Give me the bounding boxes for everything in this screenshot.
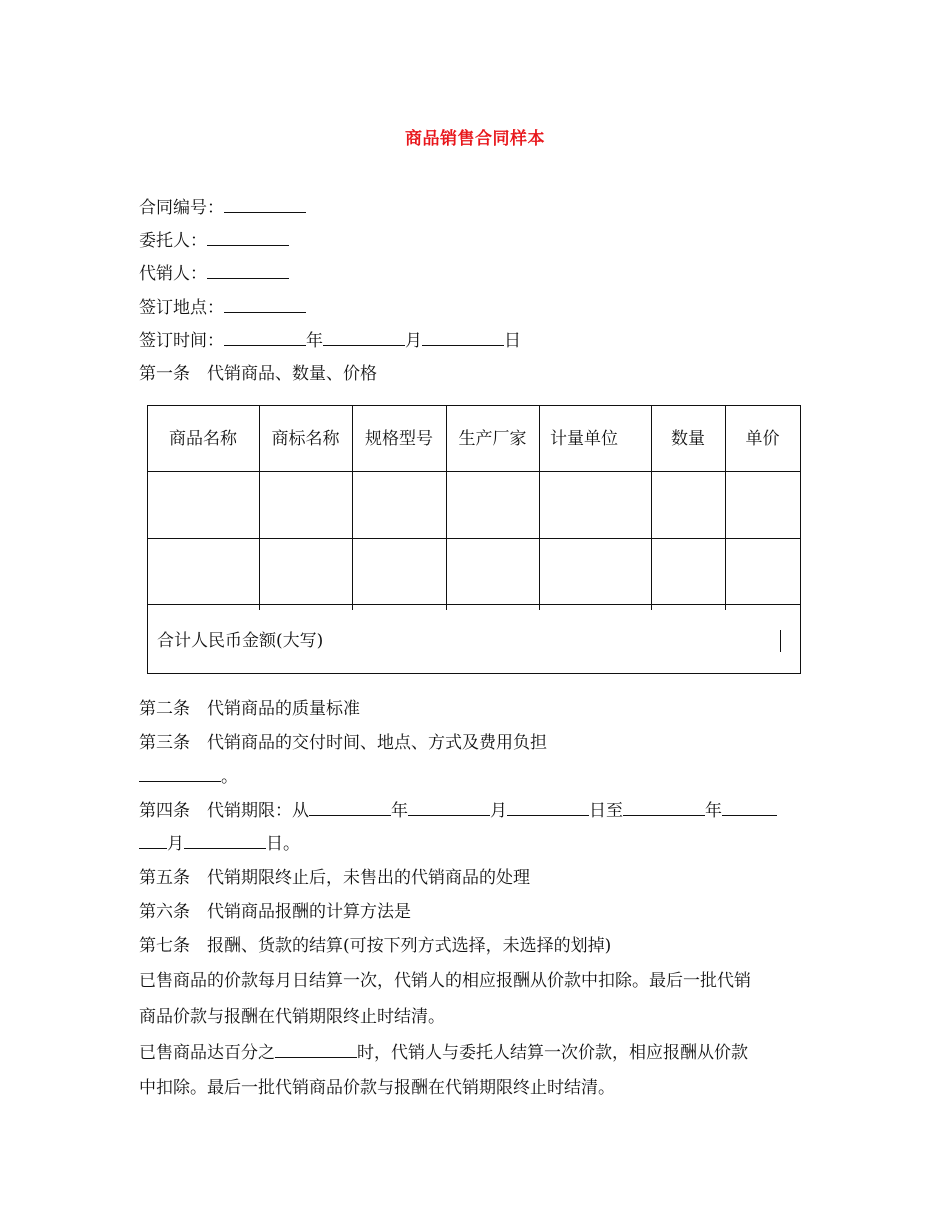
agent-line bbox=[139, 262, 289, 285]
percentage-blank[interactable] bbox=[275, 1041, 357, 1058]
header-unit-price: 单价 bbox=[745, 429, 780, 449]
article-3-number: 第三条 bbox=[139, 733, 190, 753]
sign-place-line bbox=[139, 296, 306, 319]
sign-day-blank[interactable] bbox=[422, 329, 504, 346]
option-2-line-2: 中扣除。最后一批代销商品价款与报酬在代销期限终止时结清。 bbox=[139, 1078, 615, 1098]
agent-blank[interactable] bbox=[207, 262, 289, 279]
sign-place-label: 签订地点： bbox=[139, 298, 224, 318]
option-2-line-1 bbox=[139, 1041, 748, 1064]
sign-place-blank[interactable] bbox=[224, 296, 306, 313]
sign-year-blank[interactable] bbox=[224, 329, 306, 346]
article-3-end: 。 bbox=[221, 767, 238, 787]
table-right-border bbox=[800, 405, 801, 674]
page-title: 商品销售合同样本 bbox=[405, 129, 545, 149]
term-end-day-blank[interactable] bbox=[184, 832, 266, 849]
article-3 bbox=[139, 732, 547, 754]
table-row-divider bbox=[147, 471, 800, 472]
contract-number-label: 合同编号： bbox=[139, 198, 224, 218]
agent-label: 代销人： bbox=[139, 264, 207, 284]
article-5-text: 代销期限终止后，未售出的代销商品的处理 bbox=[207, 868, 530, 888]
article-2-number: 第二条 bbox=[139, 699, 190, 719]
term-year-label: 年 bbox=[391, 801, 408, 821]
article-1-number: 第一条 bbox=[139, 364, 190, 384]
article-4-continuation bbox=[139, 832, 300, 855]
article-7 bbox=[139, 935, 611, 957]
article-5-number: 第五条 bbox=[139, 868, 190, 888]
article-1 bbox=[139, 363, 377, 385]
article-6 bbox=[139, 901, 411, 923]
term-year2-label: 年 bbox=[705, 801, 722, 821]
term-day-end-label: 日。 bbox=[266, 834, 300, 854]
article-6-number: 第六条 bbox=[139, 902, 190, 922]
term-start-year-blank[interactable] bbox=[309, 799, 391, 816]
article-3-text: 代销商品的交付时间、地点、方式及费用负担 bbox=[207, 733, 547, 753]
article-4-number: 第四条 bbox=[139, 801, 190, 821]
sign-time-label: 签订时间： bbox=[139, 331, 224, 351]
article-7-text: 报酬、货款的结算(可按下列方式选择，未选择的划掉) bbox=[207, 936, 612, 956]
option-2-text-b: 时，代销人与委托人结算一次价款，相应报酬从价款 bbox=[357, 1043, 748, 1063]
term-end-year-blank[interactable] bbox=[623, 799, 705, 816]
header-spec-model: 规格型号 bbox=[365, 429, 433, 449]
sign-month-blank[interactable] bbox=[323, 329, 405, 346]
sign-time-line bbox=[139, 329, 521, 352]
article-3-blank[interactable] bbox=[139, 765, 221, 782]
principal-blank[interactable] bbox=[207, 229, 289, 246]
article-6-text: 代销商品报酬的计算方法是 bbox=[207, 902, 411, 922]
header-brand-name: 商标名称 bbox=[271, 429, 340, 449]
article-4 bbox=[139, 799, 777, 822]
article-4-text: 代销期限：从 bbox=[207, 801, 309, 821]
option-1-line-1: 已售商品的价款每月日结算一次，代销人的相应报酬从价款中扣除。最后一批代销 bbox=[139, 971, 751, 991]
term-month-label: 月 bbox=[490, 801, 507, 821]
article-2-text: 代销商品的质量标准 bbox=[207, 699, 360, 719]
sign-month-label: 月 bbox=[405, 331, 422, 351]
term-day-to-label: 日至 bbox=[589, 801, 623, 821]
article-5 bbox=[139, 867, 530, 889]
sign-year-label: 年 bbox=[306, 331, 323, 351]
term-start-month-blank[interactable] bbox=[408, 799, 490, 816]
article-2 bbox=[139, 698, 360, 720]
goods-table bbox=[147, 405, 800, 675]
table-row-divider bbox=[147, 538, 800, 539]
total-row-bar bbox=[780, 630, 781, 652]
contract-number-blank[interactable] bbox=[224, 196, 306, 213]
principal-label: 委托人： bbox=[139, 231, 207, 251]
term-end-month-blank-a[interactable] bbox=[722, 799, 777, 816]
term-end-month-blank-b[interactable] bbox=[139, 832, 167, 849]
option-1-line-2: 商品价款与报酬在代销期限终止时结清。 bbox=[139, 1007, 445, 1027]
sign-day-label: 日 bbox=[504, 331, 521, 351]
term-month2-label: 月 bbox=[167, 834, 184, 854]
table-row-divider bbox=[147, 604, 800, 605]
table-bottom-border bbox=[147, 673, 800, 674]
header-quantity: 数量 bbox=[671, 429, 705, 449]
article-3-continuation bbox=[139, 765, 238, 788]
contract-number-line bbox=[139, 196, 306, 219]
article-1-text: 代销商品、数量、价格 bbox=[207, 364, 377, 384]
article-7-number: 第七条 bbox=[139, 936, 190, 956]
header-goods-name: 商品名称 bbox=[169, 429, 237, 449]
total-amount-label: 合计人民币金额(大写) bbox=[157, 631, 324, 651]
principal-line bbox=[139, 229, 289, 252]
header-unit: 计量单位 bbox=[550, 429, 618, 449]
term-start-day-blank[interactable] bbox=[507, 799, 589, 816]
table-top-border bbox=[147, 405, 800, 406]
header-manufacturer: 生产厂家 bbox=[458, 429, 527, 449]
option-2-text-a: 已售商品达百分之 bbox=[139, 1043, 275, 1063]
